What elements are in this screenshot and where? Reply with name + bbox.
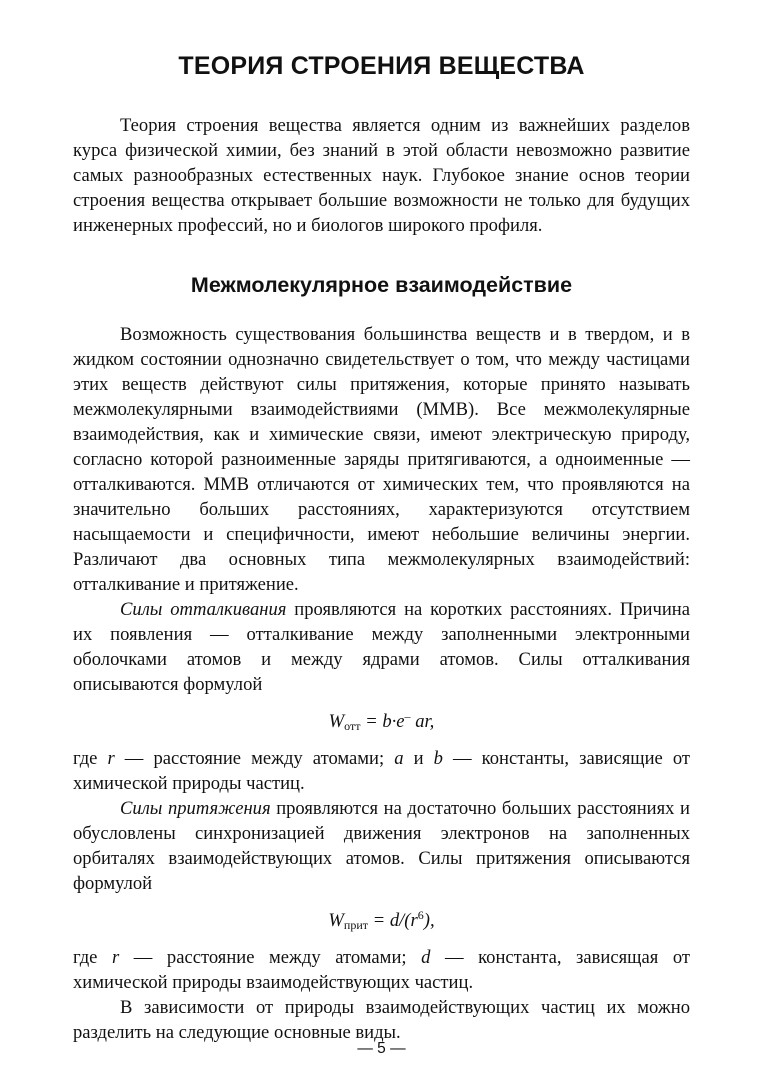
text-fragment: где xyxy=(73,947,112,968)
paragraph-types: В зависимости от природы взаимодействующих частиц их можно разделить на следующие основные виды. xyxy=(73,997,690,1043)
paragraph-repulsion-vars xyxy=(73,746,690,796)
section-body xyxy=(73,322,690,1045)
variable-r: r xyxy=(111,947,120,968)
formula-subscript: прит xyxy=(343,918,368,932)
repulsion-text: проявляются на коротких расстояниях. Причина их появления — отталкивание между заполненными электронными оболочками атомов и между ядрами атомов. Силы отталкивания описываются формулой xyxy=(73,599,691,695)
text-fragment: — константа, зависящая от химической природы взаимодействующих частиц. xyxy=(73,947,691,993)
formula-rhs-end: ar, xyxy=(410,711,435,732)
formula-repulsion xyxy=(73,704,690,739)
paragraph-attraction-vars xyxy=(73,945,690,995)
formula-symbol: W xyxy=(328,910,344,931)
intro-block xyxy=(73,113,690,238)
variable-b: b xyxy=(433,748,443,769)
text-fragment: — константы, зависящие от химической природы частиц. xyxy=(73,748,691,794)
term-attraction: Силы притяжения xyxy=(120,798,271,819)
formula-symbol: W xyxy=(328,711,345,732)
section-title: Межмолекулярное взаимодействие xyxy=(190,273,573,297)
variable-d: d xyxy=(421,947,431,968)
page-title: ТЕОРИЯ СТРОЕНИЯ ВЕЩЕСТВА xyxy=(178,52,585,80)
text-fragment: — расстояние между атомами; xyxy=(119,947,422,968)
text-fragment: где xyxy=(73,748,108,769)
page-number: — 5 — xyxy=(357,1040,406,1057)
formula-superscript: 6 xyxy=(417,908,424,922)
variable-a: a xyxy=(394,748,404,769)
term-repulsion: Силы отталкивания xyxy=(120,599,287,620)
attraction-text: проявляются на достаточно больших расстояниях и обусловлены синхронизацией движения электронов на заполненных орбиталях взаимодействующих атомов. Силы притяжения описываются формулой xyxy=(73,798,690,894)
paragraph-mmv: Возможность существования большинства веществ и в твердом, и в жидком состоянии однозначно свидетельствует о том, что между частицами этих веществ действуют силы притяжения, которые принято называть межмолекулярными взаимодействиями (ММВ). Все межмолекулярные взаимодействия, как и химические связи, имеют электрическую природу, согласно которой разноименные заряды притягиваются, а одноименные — отталкиваются. ММВ отличаются от химических тем, что проявляются на значительно больших расстояниях, характеризуются отсутствием насыщаемости и специфичности, имеют небольшие величины энергии. Различают два основных типа межмолекулярных взаимодействий: отталкивание и притяжение. xyxy=(73,324,690,595)
intro-paragraph: Теория строения вещества является одним из важнейших разделов курса физической химии, без знаний в этой области невозможно развитие самых разнообразных естественных наук. Глубокое знание основ теории строения вещества открывает большие возможности не только для будущих инженерных профессий, но и биологов широкого профиля. xyxy=(73,115,690,236)
text-fragment: — расстояние между атомами; xyxy=(114,748,395,769)
formula-superscript: – xyxy=(404,709,411,723)
variable-r: r xyxy=(107,748,115,769)
formula-rhs: = d/(r xyxy=(368,910,418,931)
formula-rhs-end: ), xyxy=(423,910,435,931)
formula-attraction xyxy=(73,903,690,938)
paragraph-attraction xyxy=(73,796,690,896)
paragraph-repulsion xyxy=(73,597,690,697)
text-fragment: и xyxy=(403,748,434,769)
formula-subscript: отт xyxy=(344,719,361,733)
formula-rhs: = b·e xyxy=(360,711,405,732)
